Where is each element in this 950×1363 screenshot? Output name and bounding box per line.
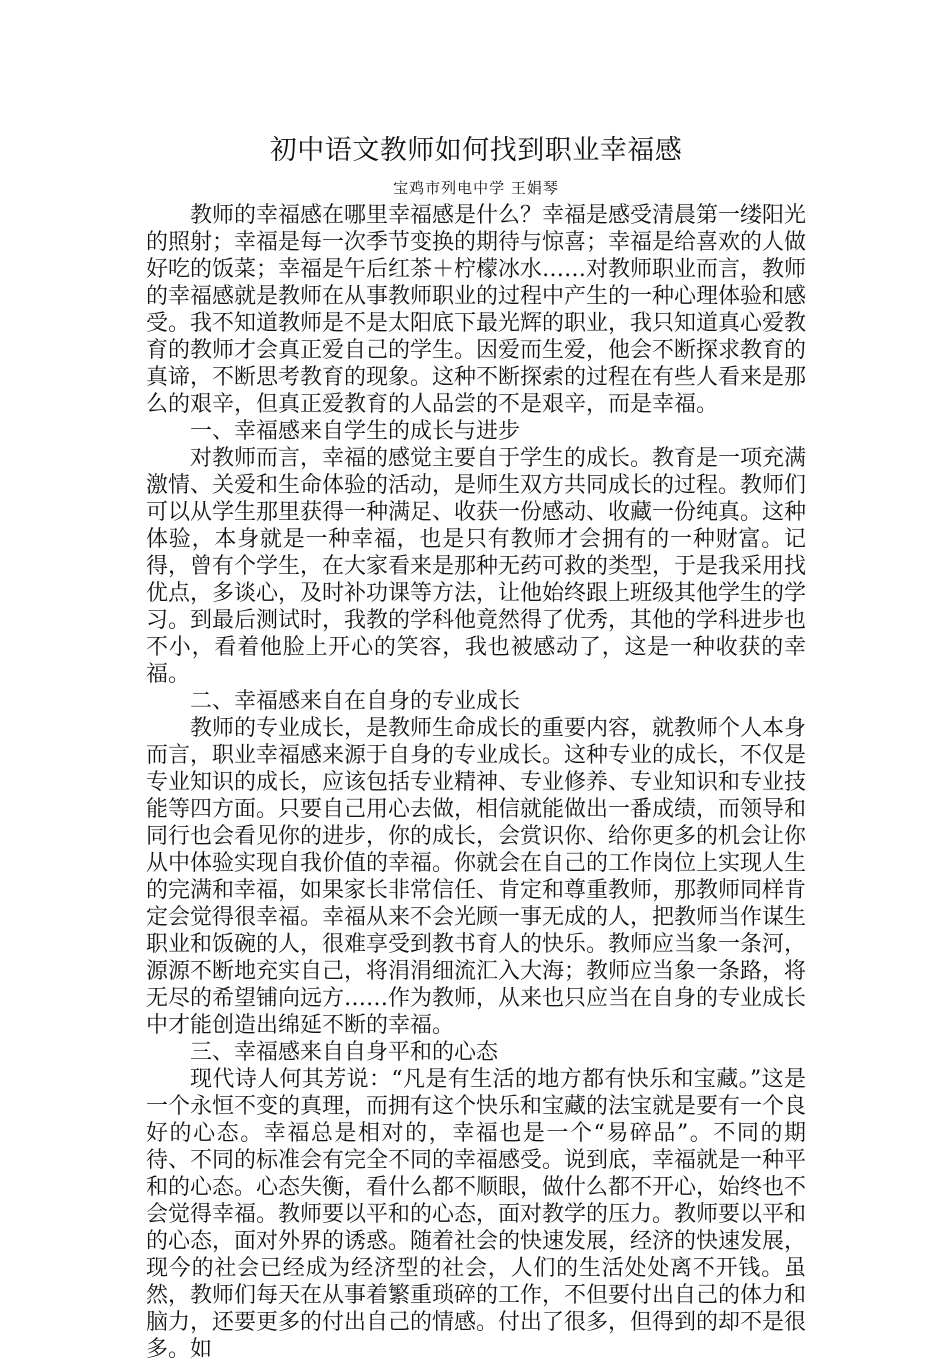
- section-heading-3: 三、幸福感来自自身平和的心态: [190, 1040, 499, 1065]
- intro-paragraph: 教师的幸福感在哪里幸福感是什么？幸福是感受清晨第一缕阳光的照射；幸福是每一次季节变换的期待与惊喜；幸福是给喜欢的人做好吃的饭菜；幸福是午后红茶＋柠檬冰水……对教师职业而言，教师的幸福感就是教师在从事教师职业的过程中产生的一种心理体验和感受。我不知道教师是不是太阳底下最光辉的职业，我只知道真心爱教育的教师才会真正爱自己的学生。因爱而生爱，他会不断探求教育的真谛，不断思考教育的现象。这种不断探索的过程在有些人看来是那么的艰辛，但真正爱教育的人品尝的不是艰辛，而是幸福。: [146, 203, 807, 417]
- document-page: [146, 136, 806, 1363]
- document-title: 初中语文教师如何找到职业幸福感: [269, 135, 683, 166]
- document-body: [146, 202, 806, 1363]
- section-body-1: 对教师而言，幸福的感觉主要自于学生的成长。教育是一项充满激情、关爱和生命体验的活动，是师生双方共同成长的过程。教师们可以从学生那里获得一种满足、收获一份感动、收藏一份纯真。这种体验，本身就是一种幸福，也是只有教师才会拥有的一种财富。记得，曾有个学生，在大家看来是那种无药可救的类型，于是我采用找优点，多谈心，及时补功课等方法，让他始终跟上班级其他学生的学习。到最后测试时，我教的学科他竟然得了优秀，其他的学科进步也不小，看着他脸上开心的笑容，我也被感动了，这是一种收获的幸福。: [146, 446, 807, 687]
- document-author: 宝鸡市列电中学 王娟琴: [393, 179, 559, 197]
- section-heading-2: 二、幸福感来自在自身的专业成长: [190, 689, 521, 714]
- section-body-2: 教师的专业成长，是教师生命成长的重要内容，就教师个人本身而言，职业幸福感来源于自身的专业成长。这种专业的成长，不仅是专业知识的成长，应该包括专业精神、专业修养、专业知识和专业技能等四方面。只要自己用心去做，相信就能做出一番成绩，而领导和同行也会看见你的进步，你的成长，会赏识你、给你更多的机会让你从中体验实现自我价值的幸福。你就会在自己的工作岗位上实现人生的完满和幸福，如果家长非常信任、肯定和尊重教师，那教师同样肯定会觉得很幸福。幸福从来不会光顾一事无成的人，把教师当作谋生职业和饭碗的人，很难享受到教书育人的快乐。教师应当象一条河，源源不断地充实自己，将涓涓细流汇入大海；教师应当象一条路，将无尽的希望铺向远方……作为教师，从来也只应当在自身的专业成长中才能创造出绵延不断的幸福。: [146, 716, 807, 1038]
- section-body-3: 现代诗人何其芳说：“凡是有生活的地方都有快乐和宝藏。”这是一个永恒不变的真理，而拥有这个快乐和宝藏的法宝就是要有一个良好的心态。幸福总是相对的，幸福也是一个“易碎品”。不同的期待、不同的标准会有完全不同的幸福感受。说到底，幸福就是一种平和的心态。心态失衡，看什么都不顺眼，做什么都不开心，始终也不会觉得幸福。教师要以平和的心态，面对教学的压力。教师要以平和的心态，面对外界的诱惑。随着社会的快速发展，经济的快速发展，现今的社会已经成为经济型的社会，人们的生活处处离不开钱。虽然，教师们每天在从事着繁重琐碎的工作，不但要付出自己的体力和脑力，还要更多的付出自己的情感。付出了很多，但得到的却不是很多。如: [146, 1067, 807, 1362]
- section-heading-1: 一、幸福感来自学生的成长与进步: [190, 419, 521, 444]
